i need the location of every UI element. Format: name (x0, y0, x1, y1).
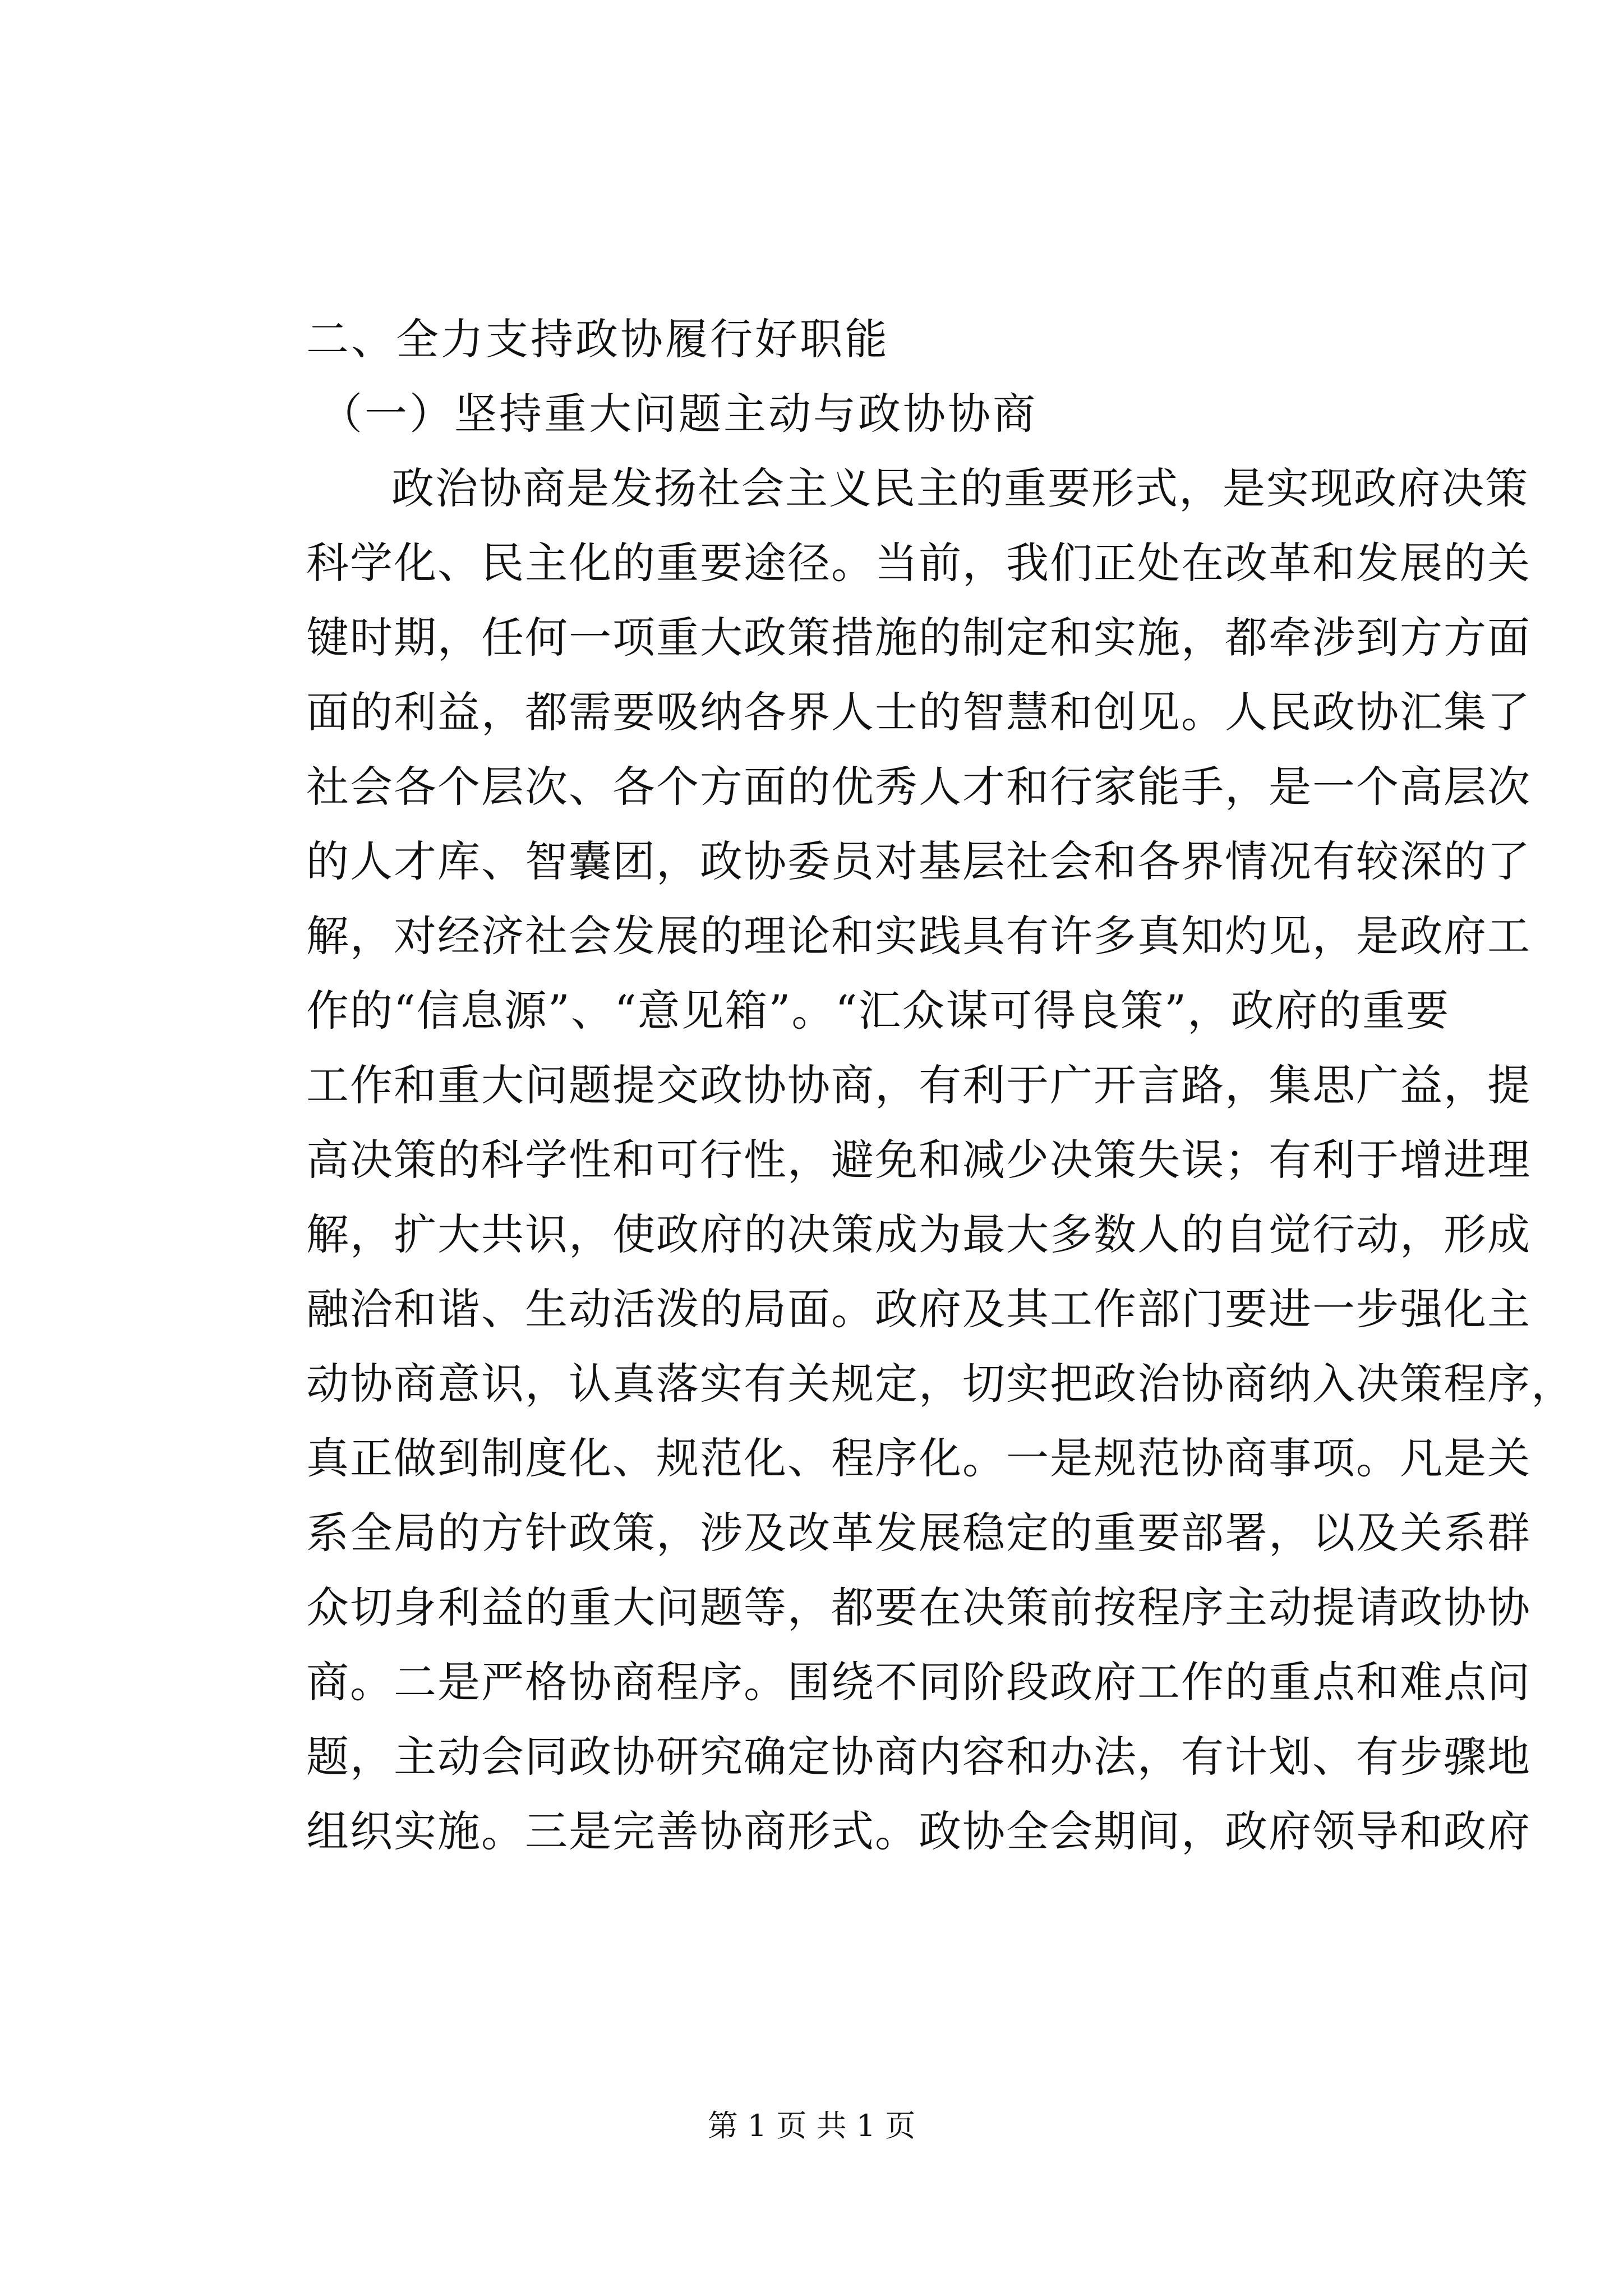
subsection-heading: （一）坚持重大问题主动与政协协商 (320, 389, 1038, 439)
paragraph-line: 作的“信息源”、“意见箱”。“汇众谋可得良策”，政府的重要 (306, 986, 1450, 1036)
paragraph-line: 解，扩大共识，使政府的决策成为最大多数人的自觉行动，形成 (306, 1209, 1531, 1259)
section-heading: 二、全力支持政协履行好职能 (306, 314, 889, 364)
paragraph-line: 系全局的方针政策，涉及改革发展稳定的重要部署，以及关系群 (306, 1508, 1531, 1558)
body-paragraph (306, 451, 1575, 1869)
paragraph-line: 高决策的科学性和可行性，避免和减少决策失误；有利于增进理 (306, 1135, 1531, 1185)
paragraph-line: 动协商意识，认真落实有关规定，切实把政治协商纳入决策程序， (306, 1359, 1575, 1409)
paragraph-line: 工作和重大问题提交政协协商，有利于广开言路，集思广益，提 (306, 1060, 1531, 1110)
paragraph-line: 解，对经济社会发展的理论和实践具有许多真知灼见，是政府工 (306, 911, 1531, 961)
paragraph-line: 组织实施。三是完善协商形式。政协全会期间，政府领导和政府 (306, 1806, 1531, 1856)
paragraph-line: 键时期，任何一项重大政策措施的制定和实施，都牵涉到方方面 (306, 613, 1531, 662)
paragraph-line: 科学化、民主化的重要途径。当前，我们正处在改革和发展的关 (306, 538, 1531, 588)
document-body (306, 302, 1575, 1869)
paragraph-line: 面的利益，都需要吸纳各界人士的智慧和创见。人民政协汇集了 (306, 687, 1531, 737)
paragraph-line: 商。二是严格协商程序。围绕不同阶段政府工作的重点和难点问 (306, 1657, 1531, 1707)
paragraph-line: 政治协商是发扬社会主义民主的重要形式，是实现政府决策 (391, 463, 1529, 513)
paragraph-line: 真正做到制度化、规范化、程序化。一是规范协商事项。凡是关 (306, 1433, 1531, 1483)
paragraph-line: 众切身利益的重大问题等，都要在决策前按程序主动提请政协协 (306, 1582, 1531, 1632)
paragraph-line: 题，主动会同政协研究确定协商内容和办法，有计划、有步骤地 (306, 1732, 1531, 1782)
paragraph-line: 社会各个层次、各个方面的优秀人才和行家能手，是一个高层次 (306, 762, 1531, 812)
paragraph-line: 的人才库、智囊团，政协委员对基层社会和各界情况有较深的了 (306, 836, 1531, 886)
page-footer: 第 1 页 共 1 页 (707, 2108, 916, 2143)
paragraph-line: 融洽和谐、生动活泼的局面。政府及其工作部门要进一步强化主 (306, 1284, 1531, 1334)
